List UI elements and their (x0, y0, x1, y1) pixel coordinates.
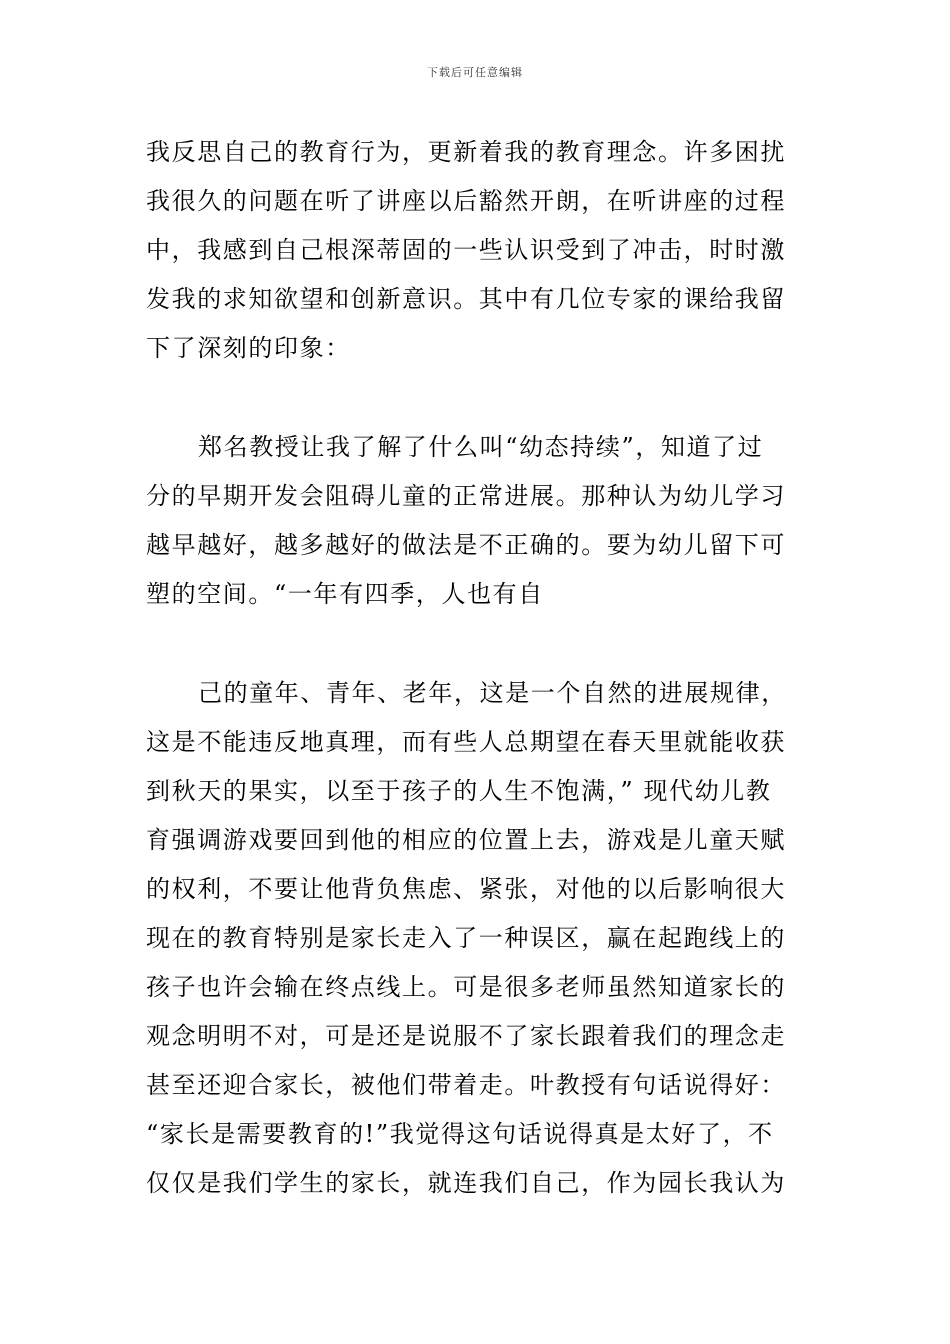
text-line: 育强调游戏要回到他的相应的位置上去，游戏是儿童天赋 (146, 826, 786, 854)
page-header: 下载后可任意编辑 (427, 66, 523, 79)
text-line: 这是不能违反地真理，而有些人总期望在春天里就能收获 (146, 728, 786, 756)
text-line: 现在的教育特别是家长走入了一种误区，赢在起跑线上的 (146, 924, 786, 952)
text-line: 分的早期开发会阻碍儿童的正常进展。那种认为幼儿学习 (146, 482, 786, 510)
text-line: 中，我感到自己根深蒂固的一些认识受到了冲击，时时激 (146, 236, 786, 264)
text-line: 甚至还迎合家长，被他们带着走。叶教授有句话说得好： (146, 1071, 786, 1099)
text-line: 到秋天的果实，以至于孩子的人生不饱满，” 现代幼儿教 (146, 777, 772, 805)
paragraph-block-2 (146, 423, 811, 619)
paragraph-block-1 (146, 128, 811, 373)
text-line: 我反思自己的教育行为，更新着我的教育理念。许多困扰 (146, 138, 786, 166)
text-line: 越早越好，越多越好的做法是不正确的。要为幼儿留下可 (146, 531, 786, 559)
text-line: 仅仅是我们学生的家长，就连我们自己，作为园长我认为 (146, 1169, 786, 1197)
text-line: 郑名教授让我了解了什么叫“幼态持续”，知道了过 (198, 433, 764, 461)
text-line: 发我的求知欲望和创新意识。其中有几位专家的课给我留 (146, 285, 786, 313)
paragraph-block-3 (146, 669, 811, 1208)
text-line: 孩子也许会输在终点线上。可是很多老师虽然知道家长的 (146, 973, 786, 1001)
text-line: 下了深刻的印象： (146, 334, 351, 362)
text-line: 的权利，不要让他背负焦虑、紧张，对他的以后影响很大 (146, 875, 786, 903)
text-line: “家长是需要教育的!”我觉得这句话说得真是太好了，不 (146, 1120, 774, 1148)
text-line: 塑的空间。“一年有四季，人也有自 (146, 580, 544, 608)
text-line: 己的童年、青年、老年，这是一个自然的进展规律， (198, 679, 787, 707)
text-line: 我很久的问题在听了讲座以后豁然开朗，在听讲座的过程 (146, 187, 786, 215)
text-line: 观念明明不对，可是还是说服不了家长跟着我们的理念走 (146, 1022, 786, 1050)
